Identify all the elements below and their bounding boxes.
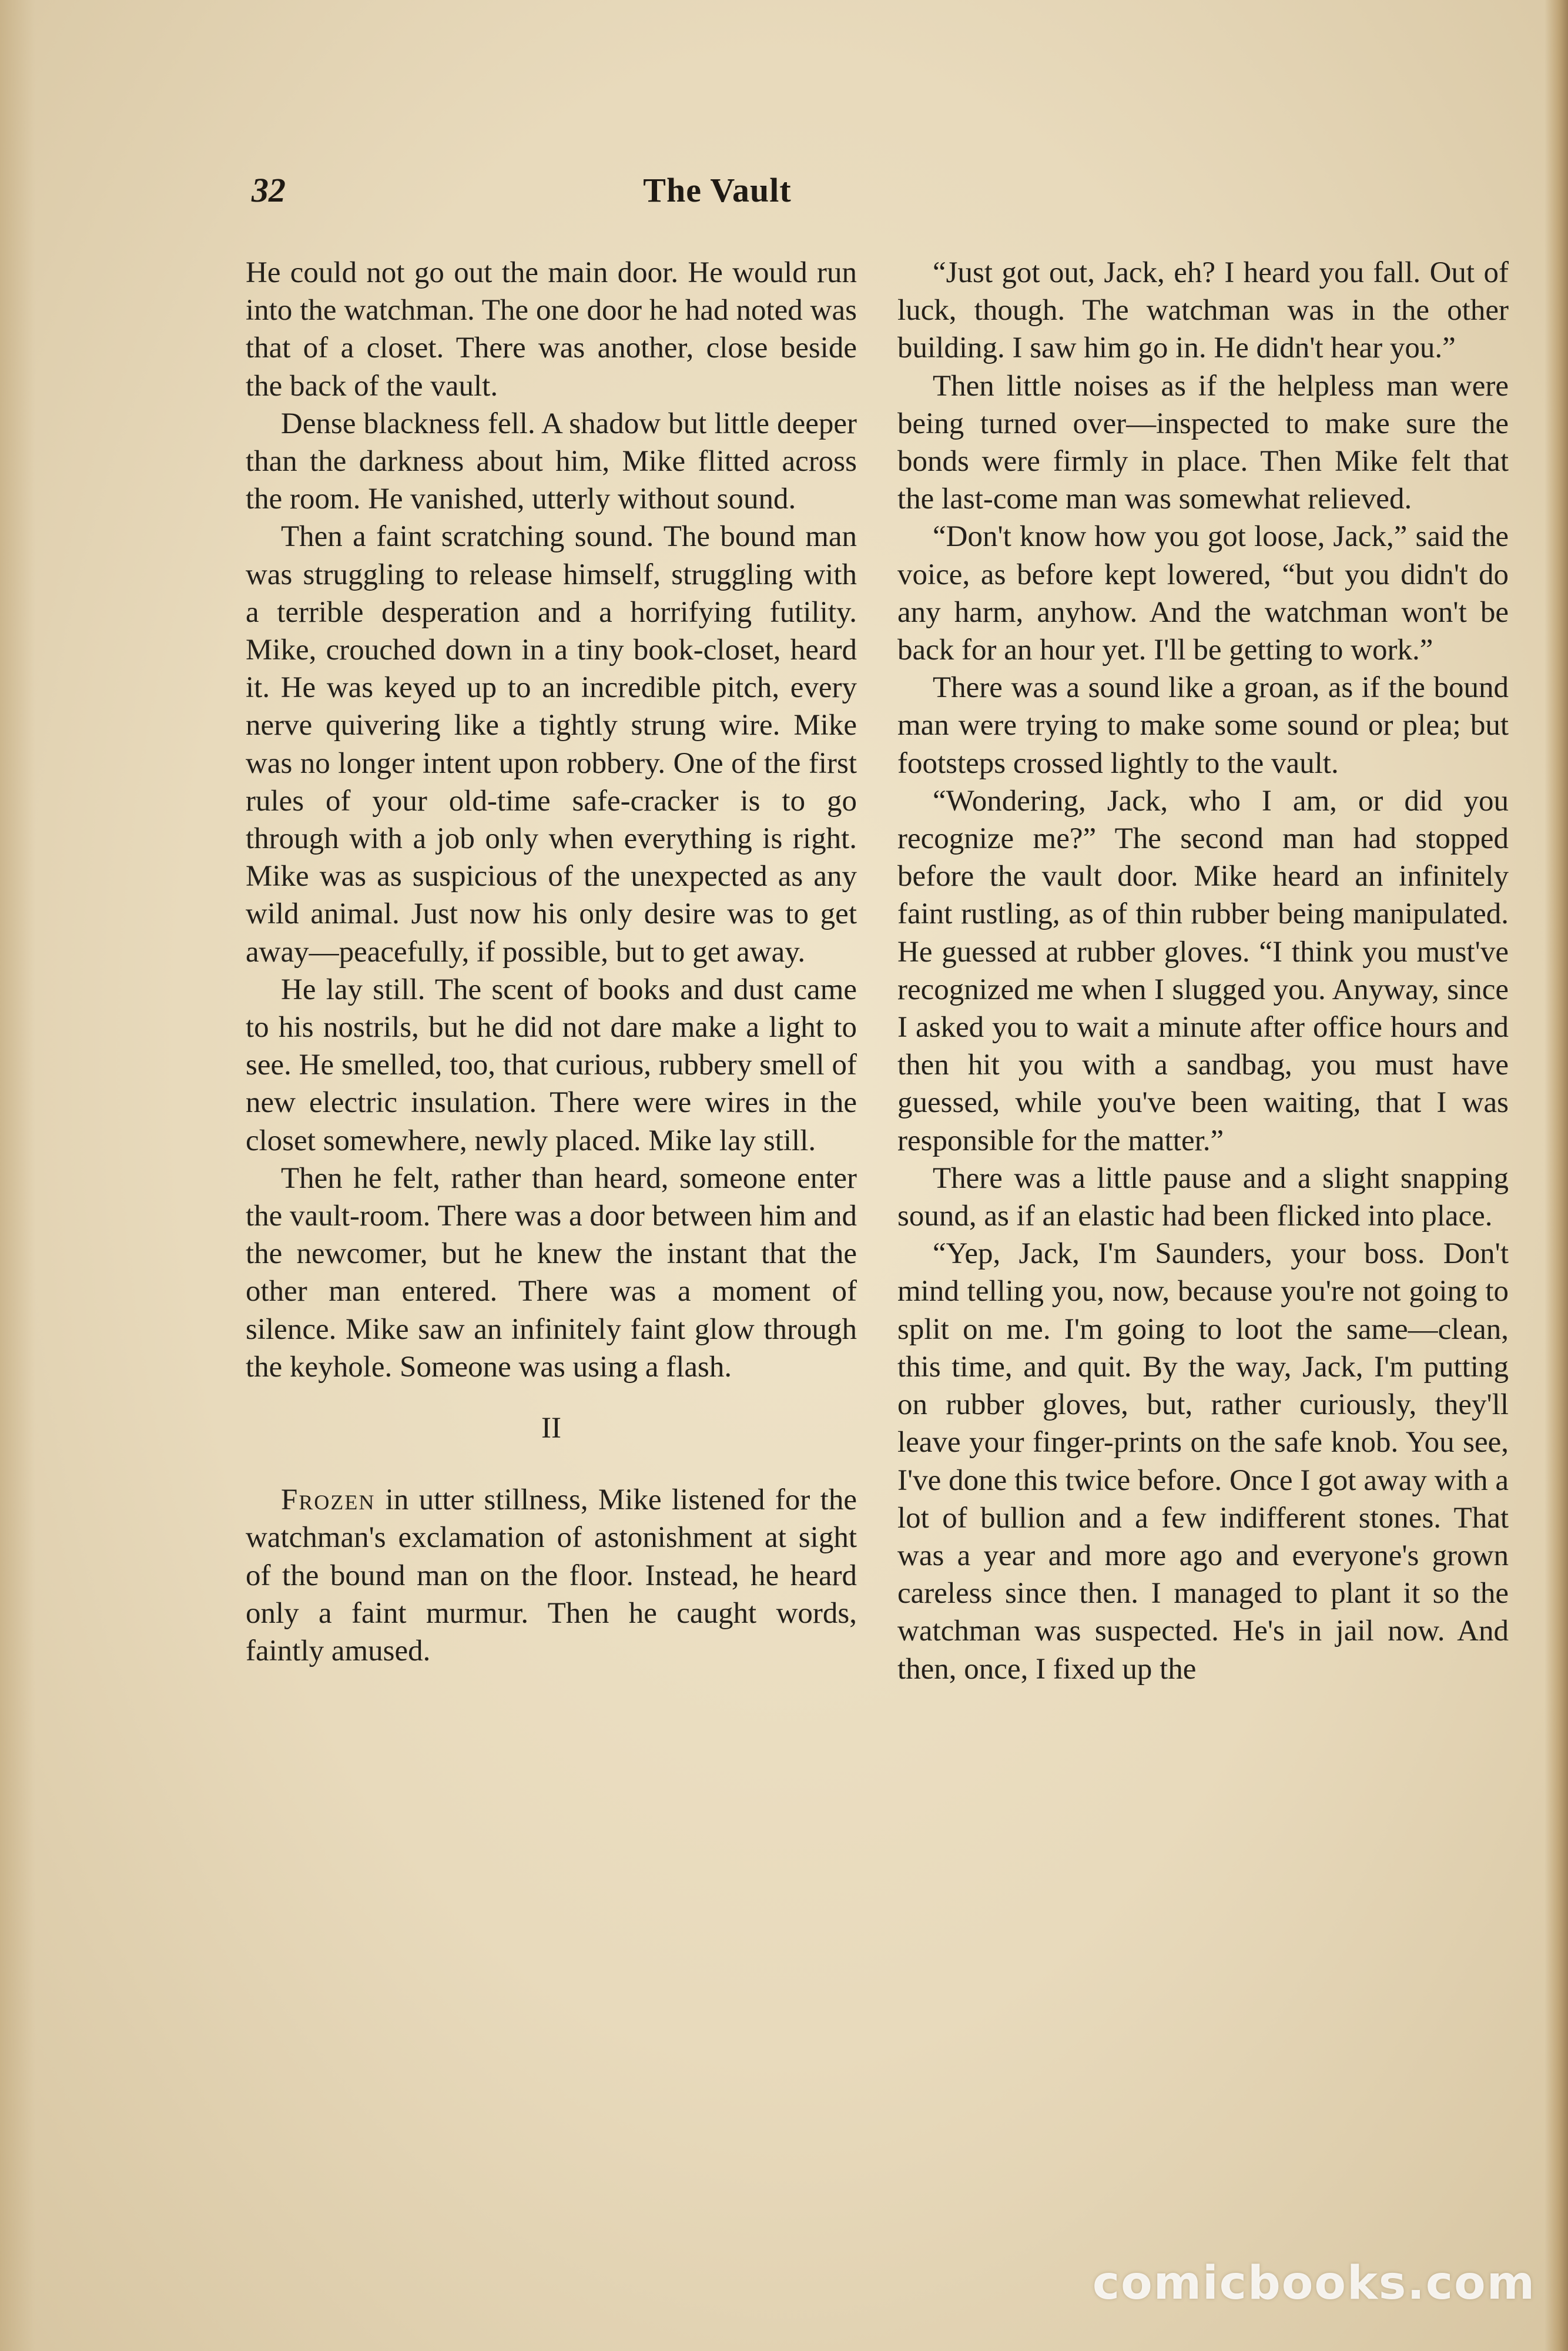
section-opening-paragraph <box>246 1481 857 1670</box>
right-text-column <box>897 254 1509 1688</box>
page-left-edge-shadow <box>0 0 35 2351</box>
left-text-column <box>246 254 857 1670</box>
paragraph: “Don't know how you got loose, Jack,” said the voice, as before kept lowered, “but you didn't do any harm, anyhow. And the watchman won't be back for an hour yet. I'll be getting to work.” <box>897 520 1509 667</box>
paragraph: “Yep, Jack, I'm Saunders, your boss. Don't mind telling you, now, because you're not going to split on me. I'm going to loot the same—clean, this time, and quit. By the way, Jack, I'm putting on rubber gloves, but, rather curiously, they'll leave your finger-prints on the safe knob. You see, I've done this twice before. Once I got away with a lot of bullion and a few indifferent stones. That was a year and more ago and everyone's grown careless since then. I managed to plant it so the watchman was suspected. He's in jail now. And then, once, I fixed up the <box>897 1237 1509 1686</box>
section-heading: II <box>541 1412 561 1445</box>
paragraph: Dense blackness fell. A shadow but little deeper than the darkness about him, Mike flitted across the room. He vanished, utterly without sound. <box>246 407 857 516</box>
site-watermark: comicbooks.com <box>1092 2257 1536 2310</box>
paragraph: “Just got out, Jack, eh? I heard you fall. Out of luck, though. The watchman was in the other building. I saw him go in. He didn't hear you.” <box>897 256 1509 365</box>
running-title: The Vault <box>643 171 792 209</box>
paragraph: He could not go out the main door. He would run into the watchman. The one door he had noted was that of a closet. There was another, close beside the back of the vault. <box>246 256 857 403</box>
section-lead-word: Frozen <box>281 1483 376 1517</box>
paragraph: There was a sound like a groan, as if the bound man were trying to make some sound or plea; but footsteps crossed lightly to the vault. <box>897 671 1509 780</box>
page-number: 32 <box>252 171 286 209</box>
paragraph: Then a faint scratching sound. The bound man was struggling to release himself, struggling with a terrible desperation and a horrifying futility. Mike, crouched down in a tiny book-closet, heard it. He was keyed up to an incredible pitch, every nerve quivering like a tightly strung wire. Mike was no longer intent upon robbery. One of the first rules of your old-time safe-cracker is to go through with a job only when everything is right. Mike was as suspicious of the unexpected as any wild animal. Just now his only desire was to get away—peacefully, if possible, but to get away. <box>246 520 857 969</box>
paragraph: There was a little pause and a slight snapping sound, as if an elastic had been flicked into place. <box>897 1161 1509 1233</box>
paragraph: Then he felt, rather than heard, someone enter the vault-room. There was a door between him and the newcomer, but he knew the instant that the other man entered. There was a moment of silence. Mike saw an infinitely faint glow through the keyhole. Someone was using a flash. <box>246 1161 857 1384</box>
paragraph: Then little noises as if the helpless man were being turned over—inspected to make sure the bonds were firmly in place. Then Mike felt that the last-come man was somewhat relieved. <box>897 369 1509 516</box>
section-opening-text: in utter stillness, Mike listened for the watchman's exclamation of astonishment at sight of the bound man on the floor. Instead, he heard only a faint murmur. Then he caught words, faintly amused. <box>246 1483 857 1667</box>
paragraph: He lay still. The scent of books and dust came to his nostrils, but he did not dare make a light to see. He smelled, too, that curious, rubbery smell of new electric insulation. There were wires in the closet somewhere, newly placed. Mike lay still. <box>246 973 857 1157</box>
paragraph: “Wondering, Jack, who I am, or did you recognize me?” The second man had stopped before the vault door. Mike heard an infinitely faint rustling, as of thin rubber being manipulated. He guessed at rubber gloves. “I think you must've recognized me when I slugged you. Anyway, since I asked you to wait a minute after office hours and then hit you with a sandbag, you must have guessed, while you've been waiting, that I was responsible for the matter.” <box>897 784 1509 1157</box>
page-right-edge-shadow <box>1544 0 1568 2351</box>
running-header <box>252 170 1512 223</box>
